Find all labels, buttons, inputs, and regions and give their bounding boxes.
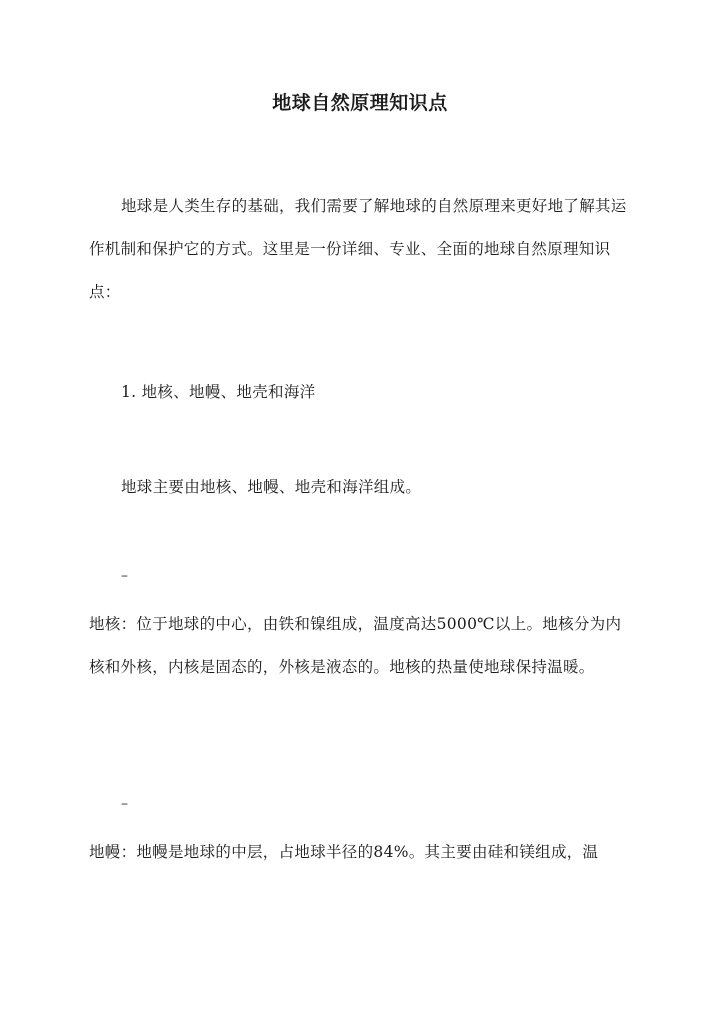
bullet-marker-mantle: – <box>121 796 128 812</box>
core-paragraph: 地核：位于地球的中心，由铁和镍组成，温度高达5000℃以上。地核分为内核和外核，内核是固态的，外核是液态的。地核的热量使地球保持温暖。 <box>89 615 622 676</box>
bullet-marker-core: – <box>121 568 128 584</box>
document-title: 地球自然原理知识点 <box>272 92 448 114</box>
mantle-paragraph: 地幔：地幔是地球的中层，占地球半径的84%。其主要由硅和镁组成，温 <box>89 843 599 861</box>
intro-paragraph: 地球是人类生存的基础，我们需要了解地球的自然原理来更好地了解其运作机制和保护它的方式。这里是一份详细、专业、全面的地球自然原理知识点： <box>89 197 627 301</box>
section-heading-1: 1. 地核、地幔、地壳和海洋 <box>121 383 316 401</box>
section-1-summary: 地球主要由地核、地幔、地壳和海洋组成。 <box>121 478 422 496</box>
